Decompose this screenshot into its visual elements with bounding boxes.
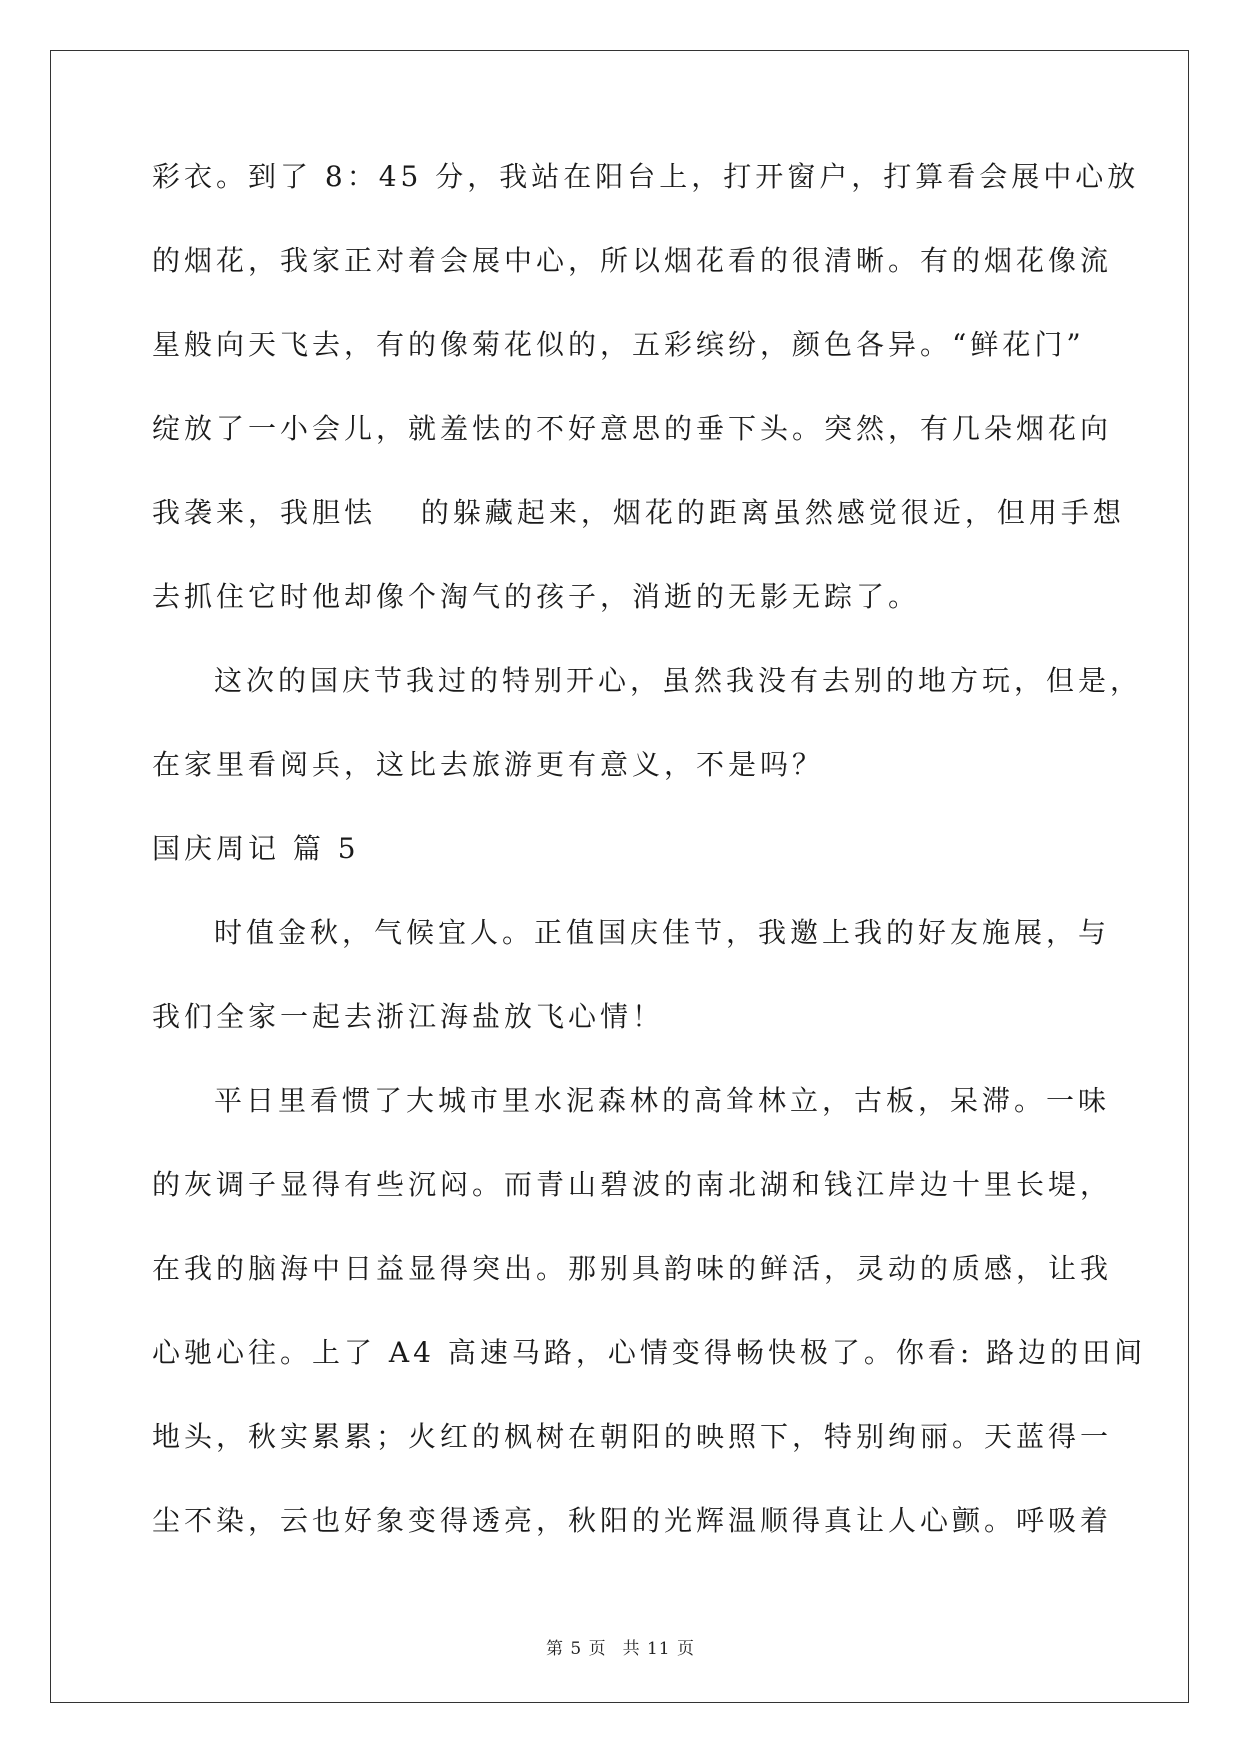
text-line: 我们全家一起去浙江海盐放飞心情！ — [152, 1000, 665, 1033]
text-line: 绽放了一小会儿，就羞怯的不好意思的垂下头。突然，有几朵烟花向 — [152, 412, 1113, 445]
text-line: 的烟花，我家正对着会展中心，所以烟花看的很清晰。有的烟花像流 — [152, 244, 1113, 277]
text-line: 心驰心往。上了 A4 高速马路，心情变得畅快极了。你看: 路边的田间 — [152, 1336, 1147, 1369]
text-line: 彩衣。到了 8：45 分，我站在阳台上，打开窗户，打算看会展中心放 — [152, 160, 1140, 193]
paragraph-first-line: 这次的国庆节我过的特别开心，虽然我没有去别的地方玩，但是， — [214, 664, 1143, 697]
page-total: 共 11 页 — [622, 1639, 696, 1659]
text-line: 在家里看阅兵，这比去旅游更有意义，不是吗？ — [152, 748, 825, 781]
text-line: 星般向天飞去，有的像菊花似的，五彩缤纷，颜色各异。“鲜花门” — [152, 328, 1085, 361]
paragraph-first-line: 平日里看惯了大城市里水泥森林的高耸林立，古板，呆滞。一味 — [214, 1084, 1111, 1117]
text-line: 去抓住它时他却像个淘气的孩子，消逝的无影无踪了。 — [152, 580, 921, 613]
section-heading: 国庆周记 篇 5 — [152, 832, 360, 865]
text-line: 尘不染，云也好象变得透亮，秋阳的光辉温顺得真让人心颤。呼吸着 — [152, 1504, 1113, 1537]
text-line: 在我的脑海中日益显得突出。那别具韵味的鲜活，灵动的质感，让我 — [152, 1252, 1113, 1285]
page-footer — [0, 1634, 1241, 1659]
text-line: 的灰调子显得有些沉闷。而青山碧波的南北湖和钱江岸边十里长堤， — [152, 1168, 1113, 1201]
document-body — [152, 160, 1147, 1591]
text-line: 我袭来，我胆怯 的躲藏起来，烟花的距离虽然感觉很近，但用手想 — [152, 496, 1125, 529]
paragraph-first-line: 时值金秋，气候宜人。正值国庆佳节，我邀上我的好友施展，与 — [214, 916, 1111, 949]
page-number: 第 5 页 — [545, 1639, 607, 1659]
text-line: 地头，秋实累累；火红的枫树在朝阳的映照下，特别绚丽。天蓝得一 — [152, 1420, 1113, 1453]
